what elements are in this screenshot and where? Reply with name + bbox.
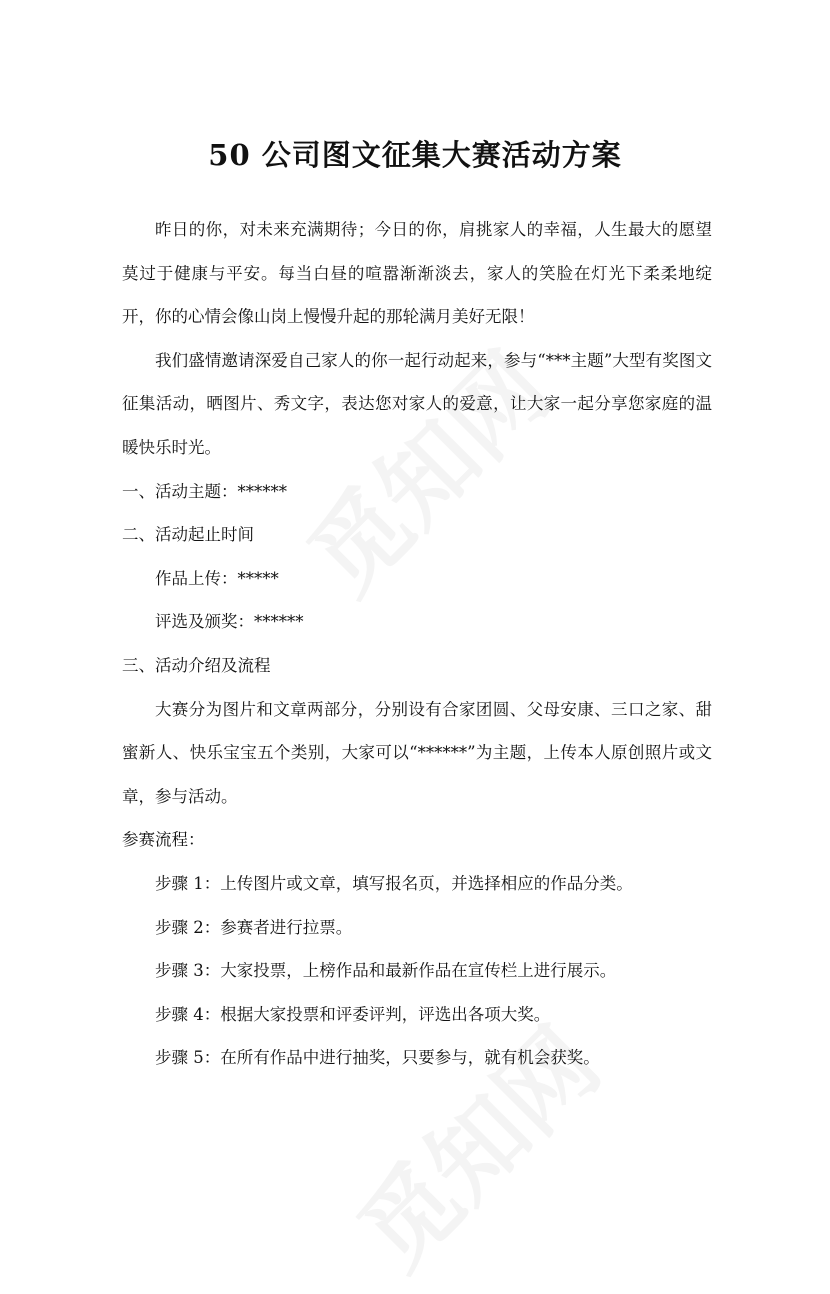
process-step: 步骤 3：大家投票，上榜作品和最新作品在宣传栏上进行展示。 <box>155 961 617 981</box>
document-title: 50 公司图文征集大赛活动方案 <box>208 138 622 172</box>
process-step: 步骤 5：在所有作品中进行抽奖，只要参与，就有机会获奖。 <box>155 1048 600 1068</box>
invitation-paragraph: 我们盛情邀请深爱自己家人的你一起行动起来，参与“***主题”大型有奖图文征集活动，晒图片、秀文字，表达您对家人的爱意，让大家一起分享您家庭的温暖快乐时光。 <box>122 350 712 457</box>
document-body <box>122 208 712 1080</box>
process-step: 步骤 2：参赛者进行拉票。 <box>155 917 353 937</box>
upload-period: 作品上传：***** <box>155 568 279 588</box>
judging-period: 评选及颁奖：****** <box>155 612 304 632</box>
process-heading: 参赛流程： <box>122 830 205 850</box>
process-step: 步骤 1：上传图片或文章，填写报名页，并选择相应的作品分类。 <box>155 873 633 893</box>
section-heading-theme: 一、活动主题：****** <box>122 481 287 501</box>
intro-paragraph: 昨日的你，对未来充满期待；今日的你，肩挑家人的幸福，人生最大的愿望莫过于健康与平安。每当白昼的喧嚣渐渐淡去，家人的笑脸在灯光下柔柔地绽开，你的心情会像山岗上慢慢升起的那轮满月美好无限！ <box>122 220 712 327</box>
process-step: 步骤 4：根据大家投票和评委评判，评选出各项大奖。 <box>155 1004 551 1024</box>
section-heading-intro: 三、活动介绍及流程 <box>122 655 271 675</box>
contest-description: 大赛分为图片和文章两部分，分别设有合家团圆、父母安康、三口之家、甜蜜新人、快乐宝宝五个类别，大家可以“******”为主题，上传本人原创照片或文章，参与活动。 <box>122 699 712 806</box>
section-heading-period: 二、活动起止时间 <box>122 525 254 545</box>
